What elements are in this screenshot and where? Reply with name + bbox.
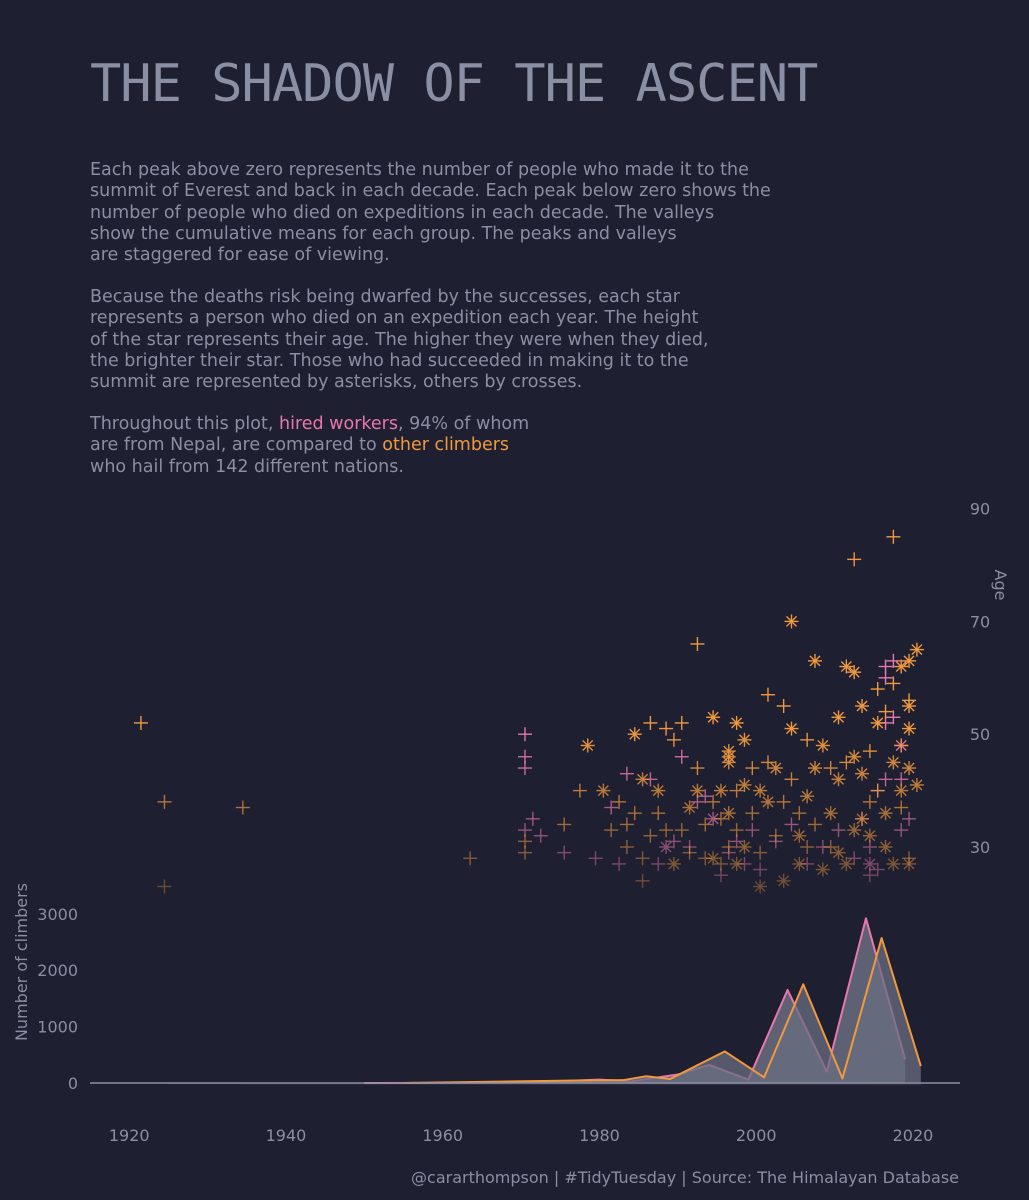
death-asterisk-other bbox=[839, 660, 853, 674]
death-cross-other bbox=[761, 688, 775, 702]
death-cross-other bbox=[157, 795, 171, 809]
intro-text: who hail from 142 different nations. bbox=[90, 456, 404, 477]
other-climbers-legend: other climbers bbox=[382, 435, 510, 456]
death-cross-other bbox=[745, 761, 759, 775]
death-cross-hired bbox=[871, 863, 885, 877]
hired-workers-legend: hired workers bbox=[278, 414, 398, 434]
death-asterisk-other bbox=[706, 851, 720, 865]
x-tick-label: 2020 bbox=[892, 1126, 934, 1145]
death-cross-other bbox=[753, 846, 767, 860]
death-asterisk-other bbox=[855, 699, 869, 713]
intro-line: number of people who died on expeditions in each decade. The valleys bbox=[90, 202, 715, 223]
death-cross-hired bbox=[518, 761, 532, 775]
death-cross-other bbox=[800, 840, 814, 854]
death-cross-hired bbox=[886, 654, 900, 668]
death-asterisk-other bbox=[879, 840, 893, 854]
death-asterisk-other bbox=[816, 738, 830, 752]
death-cross-other bbox=[847, 552, 861, 566]
death-cross-hired bbox=[784, 817, 798, 831]
right-tick-label: 70 bbox=[969, 612, 991, 632]
death-asterisk-other bbox=[886, 857, 900, 871]
intro-line: Because the deaths risk being dwarfed by the successes, each star bbox=[90, 287, 680, 307]
death-asterisk-other bbox=[777, 874, 791, 888]
death-cross-other bbox=[871, 784, 885, 798]
death-asterisk-other bbox=[761, 795, 775, 809]
x-tick-label: 2000 bbox=[735, 1126, 777, 1145]
death-cross-other bbox=[628, 806, 642, 820]
death-cross-hired bbox=[534, 829, 548, 843]
death-asterisk-other bbox=[753, 784, 767, 798]
death-cross-hired bbox=[879, 660, 893, 674]
death-cross-hired bbox=[651, 857, 665, 871]
intro-text: , 94% of whom bbox=[398, 414, 530, 434]
death-cross-other bbox=[722, 840, 736, 854]
death-asterisk-other bbox=[855, 767, 869, 781]
death-asterisk-other bbox=[902, 699, 916, 713]
death-cross-other bbox=[777, 795, 791, 809]
death-cross-other bbox=[730, 784, 744, 798]
death-cross-hired bbox=[698, 789, 712, 803]
left-tick-label: 0 bbox=[67, 1074, 78, 1093]
death-cross-other bbox=[761, 755, 775, 769]
death-cross-other bbox=[863, 795, 877, 809]
death-asterisk-other bbox=[832, 772, 846, 786]
death-asterisk-other bbox=[667, 857, 681, 871]
death-cross-other bbox=[886, 530, 900, 544]
death-cross-other bbox=[643, 829, 657, 843]
death-cross-other bbox=[675, 823, 689, 837]
intro-line: summit of Everest and back in each decade. Each peak below zero shows the bbox=[90, 181, 771, 202]
left-tick-label: 1000 bbox=[37, 1017, 78, 1037]
death-cross-hired bbox=[902, 812, 916, 826]
death-cross-other bbox=[157, 879, 171, 893]
death-asterisk-other bbox=[784, 722, 798, 736]
left-axis-label: Number of climbers bbox=[12, 882, 31, 1042]
death-cross-hired bbox=[753, 863, 767, 877]
death-cross-other bbox=[894, 801, 908, 815]
caption: @cararthompson | #TidyTuesday | Source: The Himalayan Database bbox=[411, 1168, 959, 1187]
death-asterisk-other bbox=[894, 784, 908, 798]
death-asterisk-other bbox=[902, 722, 916, 736]
death-asterisk-other bbox=[737, 778, 751, 792]
death-asterisk-other bbox=[737, 733, 751, 747]
death-asterisk-other bbox=[769, 761, 783, 775]
death-asterisk-other bbox=[722, 755, 736, 769]
death-cross-other bbox=[557, 817, 571, 831]
death-cross-other bbox=[863, 744, 877, 758]
death-cross-other bbox=[784, 772, 798, 786]
left-tick-label: 2000 bbox=[37, 961, 78, 981]
right-axis-label: Age bbox=[991, 569, 1010, 601]
death-cross-hired bbox=[894, 823, 908, 837]
intro-line: the brighter their star. Those who had succeeded in making it to the bbox=[90, 350, 689, 371]
death-cross-other bbox=[690, 761, 704, 775]
death-asterisk-other bbox=[832, 710, 846, 724]
x-tick-label: 1960 bbox=[422, 1126, 464, 1145]
death-cross-other bbox=[792, 806, 806, 820]
death-cross-other bbox=[612, 795, 626, 809]
death-cross-other bbox=[777, 699, 791, 713]
right-tick-label: 30 bbox=[969, 838, 991, 857]
death-asterisk-other bbox=[894, 660, 908, 674]
death-asterisk-other bbox=[824, 806, 838, 820]
death-cross-hired bbox=[886, 710, 900, 724]
intro-text: are from Nepal, are compared to bbox=[90, 435, 383, 456]
death-asterisk-other bbox=[792, 857, 806, 871]
death-asterisk-other bbox=[839, 857, 853, 871]
death-cross-other bbox=[463, 851, 477, 865]
death-asterisk-hired bbox=[863, 857, 877, 871]
death-cross-hired bbox=[675, 750, 689, 764]
death-cross-other bbox=[879, 705, 893, 719]
death-cross-hired bbox=[604, 801, 618, 815]
death-asterisk-other bbox=[910, 778, 924, 792]
death-cross-hired bbox=[847, 851, 861, 865]
death-cross-other bbox=[518, 846, 532, 860]
death-asterisk-other bbox=[808, 654, 822, 668]
death-asterisk-other bbox=[730, 857, 744, 871]
death-cross-other bbox=[769, 829, 783, 843]
x-tick-label: 1940 bbox=[265, 1126, 307, 1145]
death-cross-other bbox=[236, 801, 250, 815]
page-title: THE SHADOW OF THE ASCENT bbox=[90, 54, 818, 114]
death-cross-other bbox=[839, 755, 853, 769]
death-cross-hired bbox=[518, 727, 532, 741]
x-tick-label: 1920 bbox=[108, 1126, 150, 1145]
death-cross-other bbox=[690, 637, 704, 651]
death-cross-other bbox=[886, 676, 900, 690]
death-cross-other bbox=[636, 874, 650, 888]
death-asterisk-other bbox=[636, 772, 650, 786]
death-cross-other bbox=[134, 716, 148, 730]
death-asterisk-other bbox=[879, 806, 893, 820]
death-asterisk-other bbox=[792, 829, 806, 843]
death-cross-other bbox=[698, 817, 712, 831]
death-cross-other bbox=[636, 851, 650, 865]
death-cross-hired bbox=[879, 772, 893, 786]
death-cross-other bbox=[730, 823, 744, 837]
death-asterisk-other bbox=[902, 857, 916, 871]
death-asterisk-other bbox=[910, 643, 924, 657]
death-cross-other bbox=[643, 716, 657, 730]
death-cross-other bbox=[745, 806, 759, 820]
death-asterisk-hired bbox=[659, 840, 673, 854]
intro-line: represents a person who died on an expedition each year. The height bbox=[90, 308, 699, 329]
death-asterisk-other bbox=[683, 801, 697, 815]
death-cross-hired bbox=[589, 851, 603, 865]
death-asterisk-other bbox=[800, 789, 814, 803]
death-cross-hired bbox=[557, 846, 571, 860]
death-cross-hired bbox=[620, 767, 634, 781]
intro-line: Each peak above zero represents the number of people who made it to the bbox=[90, 160, 749, 180]
death-asterisk-other bbox=[784, 614, 798, 628]
death-cross-other bbox=[824, 761, 838, 775]
death-asterisk-other bbox=[690, 784, 704, 798]
death-cross-hired bbox=[526, 812, 540, 826]
death-asterisk-other bbox=[847, 823, 861, 837]
death-cross-other bbox=[651, 806, 665, 820]
death-cross-other bbox=[620, 817, 634, 831]
death-cross-hired bbox=[612, 857, 626, 871]
death-cross-other bbox=[573, 784, 587, 798]
death-cross-other bbox=[800, 733, 814, 747]
death-asterisk-other bbox=[808, 761, 822, 775]
death-cross-other bbox=[871, 682, 885, 696]
death-cross-hired bbox=[667, 834, 681, 848]
intro-line: show the cumulative means for each group. The peaks and valleys bbox=[90, 223, 677, 244]
death-asterisk-other bbox=[722, 806, 736, 820]
death-asterisk-other bbox=[753, 879, 767, 893]
intro-line: summit are represented by asterisks, others by crosses. bbox=[90, 372, 583, 393]
death-cross-other bbox=[683, 846, 697, 860]
right-tick-label: 50 bbox=[969, 725, 991, 745]
death-cross-hired bbox=[745, 823, 759, 837]
death-cross-other bbox=[620, 840, 634, 854]
death-asterisk-other bbox=[714, 784, 728, 798]
death-cross-hired bbox=[832, 823, 846, 837]
death-asterisk-other bbox=[832, 846, 846, 860]
death-asterisk-other bbox=[706, 710, 720, 724]
death-cross-other bbox=[706, 795, 720, 809]
death-asterisk-other bbox=[902, 761, 916, 775]
death-cross-other bbox=[675, 716, 689, 730]
left-tick-label: 3000 bbox=[37, 904, 78, 924]
death-asterisk-other bbox=[871, 716, 885, 730]
intro-line: of the star represents their age. The higher they were when they died, bbox=[90, 329, 709, 350]
death-asterisk-other bbox=[847, 750, 861, 764]
death-asterisk-other bbox=[855, 812, 869, 826]
death-cross-other bbox=[659, 722, 673, 736]
death-cross-other bbox=[808, 817, 822, 831]
death-cross-other bbox=[667, 733, 681, 747]
death-asterisk-other bbox=[596, 784, 610, 798]
death-asterisk-other bbox=[737, 840, 751, 854]
death-asterisk-other bbox=[902, 654, 916, 668]
intro-text: Throughout this plot, bbox=[90, 414, 279, 434]
death-cross-other bbox=[659, 823, 673, 837]
death-cross-other bbox=[604, 823, 618, 837]
death-asterisk-other bbox=[628, 727, 642, 741]
death-asterisk-other bbox=[730, 716, 744, 730]
death-asterisk-other bbox=[847, 665, 861, 679]
intro-line: are staggered for ease of viewing. bbox=[90, 245, 390, 266]
x-tick-label: 1980 bbox=[579, 1126, 620, 1145]
death-asterisk-other bbox=[886, 755, 900, 769]
death-asterisk-other bbox=[863, 829, 877, 843]
death-asterisk-other bbox=[581, 738, 595, 752]
right-tick-label: 90 bbox=[969, 499, 991, 519]
death-asterisk-other bbox=[651, 784, 665, 798]
death-cross-other bbox=[714, 812, 728, 826]
death-cross-other bbox=[714, 857, 728, 871]
death-asterisk-other bbox=[816, 863, 830, 877]
death-cross-other bbox=[824, 840, 838, 854]
